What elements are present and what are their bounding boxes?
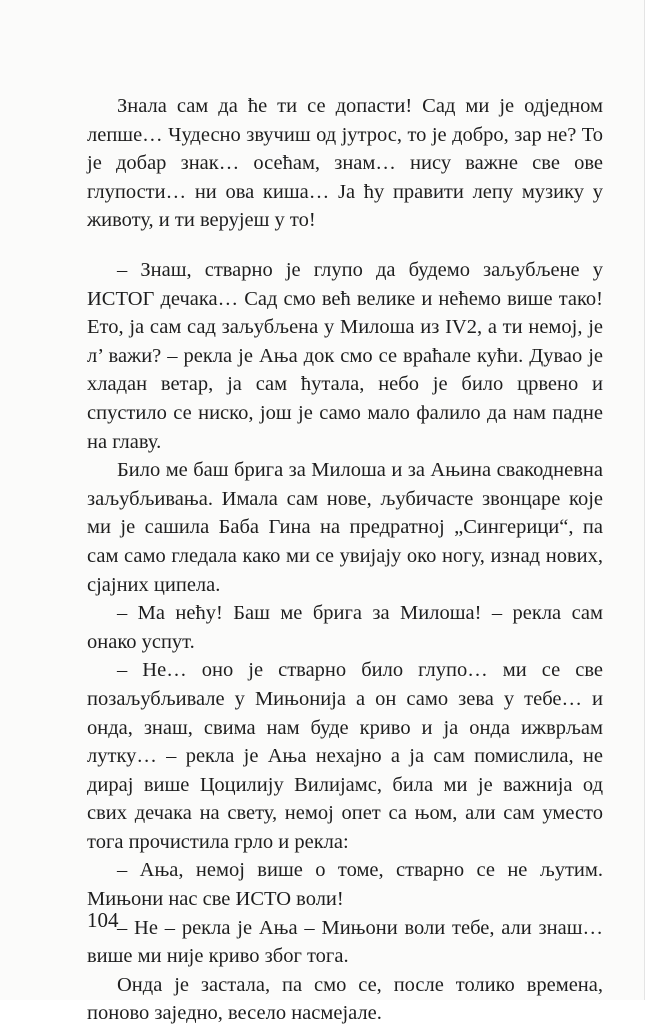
paragraph: – Не – рекла је Ања – Мињони воли тебе, али знаш… више ми није криво због тога.: [87, 916, 603, 968]
paragraph: – Ма нећу! Баш ме брига за Милоша! – рекла сам онако успут.: [87, 602, 603, 653]
text-section-2: [87, 256, 603, 1028]
paragraph: – Ања, немој више о томе, стварно се не љутим. Мињони нас све ИСТО воли!: [87, 859, 603, 911]
paragraph: Било ме баш брига за Милоша и за Ањина свакодневна заљубљивања. Имала сам нове, љубичасте звонцаре које ми је сашила Баба Гина на предратној „Сингерици“, па сам само гледала како ми се увијају око ногу, изнад нових, сјајних ципела.: [87, 459, 603, 596]
paragraph: Онда је застала, па смо се, после толико времена, поново заједно, весело насмејале.: [87, 973, 603, 1025]
paragraph: Знала сам да ће ти се допасти! Сад ми је одједном лепше… Чудесно звучиш од јутрос, то је добро, зар не? То је добар знак… осећам, знам… нису важне све ове глупости… ни ова киша… Ја ћу правити лепу музику у животу, и ти верујеш у то!: [87, 95, 603, 232]
paragraph: – Знаш, стварно је глупо да будемо заљубљене у ИСТОГ дечака… Сад смо већ велике и нећемо више тако! Ето, ја сам сад заљубљена у Милоша из IV2, а ти немој, је л’ важи? – рекла је Ања док смо се враћале кући. Дувао је хладан ветар, ја сам ћутала, небо је било црвено и спустило се ниско, још је само мало фалило да нам падне на главу.: [87, 259, 603, 453]
paragraph: – Не… оно је стварно било глупо… ми се све позаљубљивале у Мињонија а он само зева у тебе… и онда, знаш, свима нам буде криво и ја онда ижврљам лутку… – рекла је Ања нехајно а ја сам помислила, не дирај више Цоцилију Вилијамс, била ми је важнија од свих дечака на свету, немој опет са њом, али сам уместо тога прочистила грло и рекла:: [87, 659, 603, 853]
text-section-1: [87, 92, 603, 235]
page-number: 104: [87, 908, 119, 932]
